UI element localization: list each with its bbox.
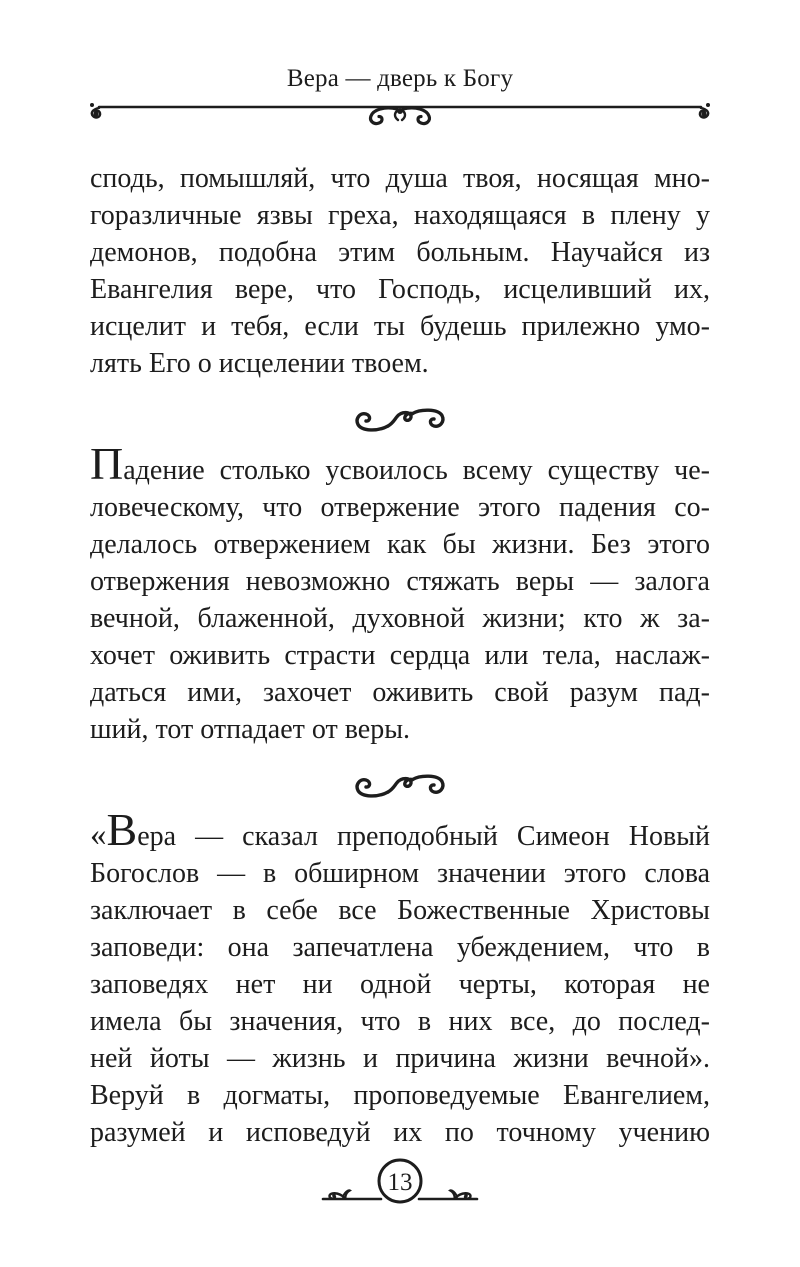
text-line: ней йоты — жизнь и причина жизни вечной». [90, 1043, 710, 1074]
text-line: отвержения невозможно стяжать веры — залога [90, 566, 710, 597]
text-line: ера — сказал преподобный Симеон Новый [137, 821, 710, 852]
text-line: ловеческому, что отвержение этого падения со- [90, 492, 710, 523]
text-line: делалось отвержением как бы жизни. Без этого [90, 529, 710, 560]
paragraph [90, 160, 710, 382]
paragraph [90, 804, 710, 1151]
text-line: хочет оживить страсти сердца или тела, наслаж- [90, 640, 710, 671]
text-line: вечной, блаженной, духовной жизни; кто ж за- [90, 603, 710, 634]
text-line: имела бы значения, что в них все, до послед- [90, 1006, 710, 1037]
text-line: исцелит и тебя, если ты будешь прилежно умо- [90, 311, 710, 342]
text-line: заповедях нет ни одной черты, которая не [90, 969, 710, 1000]
rule-end-curl-right-icon [700, 103, 710, 117]
text-line: демонов, подобна этим больным. Научайся из [90, 237, 710, 268]
footer-bird-curl-right-icon [450, 1190, 471, 1198]
opening-guillemet: « [90, 817, 107, 853]
section-divider-icon [350, 404, 450, 434]
text-line: Богослов — в обширном значении этого слова [90, 858, 710, 889]
text-line-with-initial [90, 804, 710, 855]
text-line: Веруй в догматы, проповедуемые Евангелием, [90, 1080, 710, 1111]
section-divider-icon [350, 770, 450, 800]
text-line: даться ими, захочет оживить свой разум пад- [90, 677, 710, 708]
page-number: 13 [387, 1169, 413, 1196]
initial-capital: В [106, 804, 138, 855]
initial-capital: П [90, 438, 124, 489]
text-line: ший, тот отпадает от веры. [90, 714, 411, 745]
running-title: Вера — дверь к Богу [286, 65, 514, 92]
text-line: адение столько усвоилось всему существу че- [123, 455, 710, 486]
footer-bird-curl-left-icon [330, 1190, 351, 1198]
header-rule-ornament-icon [85, 102, 715, 128]
text-line: горазличные язвы греха, находящаяся в плену у [90, 200, 710, 231]
text-line: лять Его о исцелении твоем. [90, 348, 429, 379]
rule-center-scroll-icon [371, 108, 430, 124]
text-line: заповеди: она запечатлена убеждением, что в [90, 932, 710, 963]
text-column [90, 160, 710, 1151]
text-line: Евангелия вере, что Господь, исцеливший их, [90, 274, 710, 305]
paragraph [90, 438, 710, 748]
text-line: заключает в себе все Божественные Христовы [90, 895, 710, 926]
rule-end-curl-left-icon [90, 103, 100, 117]
page-number-ornament-icon [315, 1157, 485, 1209]
text-line: разумей и исповедуй их по точному учению [90, 1117, 710, 1148]
text-line: сподь, помышляй, что душа твоя, носящая мно- [90, 163, 710, 194]
text-line-with-initial [90, 438, 710, 489]
